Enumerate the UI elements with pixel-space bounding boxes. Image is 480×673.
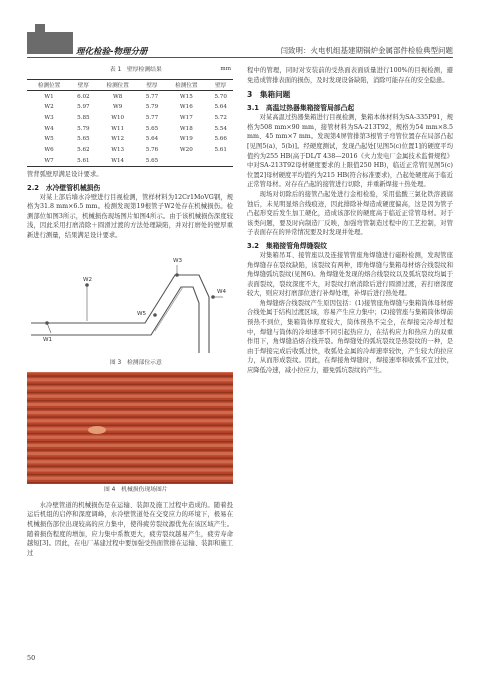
- table-cell: 5.79: [145, 104, 159, 111]
- figure-4-photo: [27, 372, 233, 484]
- page-header: [0, 0, 480, 56]
- table-cell: W14: [111, 157, 125, 164]
- table-cell: W17: [179, 115, 193, 121]
- tube-highlight: [27, 403, 233, 406]
- paragraph: 水冷壁管道的机械损伤是在运输、装卸及施工过程中造成的。随着投运后机组的启停和深度调峰，水冷壁管道处在交变应力的环境下，极易在机械损伤部位出现较高的应力集中，使得疲劳裂纹源优先在该区域产生。随着损伤程度的增加，应力集中系数更大，疲劳裂纹越易产生，疲劳寿命越短[3]。因此，在电厂基建过程中要加强受热面管排在运输、装卸和施工过: [27, 501, 233, 557]
- tube-highlight: [27, 395, 233, 398]
- tube-gap: [27, 400, 233, 401]
- section-heading-3-1: 3.1 高温过热器集箱接管局部凸起: [247, 104, 355, 113]
- label-w2: W2: [83, 276, 93, 283]
- table-cell: 5.65: [145, 125, 159, 132]
- table-cell: 5.72: [214, 115, 227, 121]
- table-cell: [164, 155, 208, 166]
- tube-gap: [27, 458, 233, 459]
- tube-gap: [27, 408, 233, 409]
- tube-highlight: [27, 419, 233, 422]
- paragraph: 对集箱吊耳、接管座以及连接管管座角焊缝进行磁粉检测，发现管座角焊缝存在裂纹缺陷，该裂纹有两种，即角焊缝与集箱母材熔合线裂纹和角焊缝弧坑裂纹(见图6)。角焊缝处发现的熔合线裂纹以及弧坑裂纹均属于表面裂纹，裂纹深度不大，对裂纹打磨消除后进行圆滑过渡，若打磨深度较大，则应对打磨部位进行补焊处理，补焊后进行热处理。: [247, 251, 453, 298]
- tube-highlight: [27, 469, 233, 472]
- damage-mark: [88, 426, 106, 434]
- tube-highlight: [27, 428, 233, 431]
- journal-logo: [27, 32, 73, 54]
- journal-name: 理化检验-物理分册: [76, 47, 148, 57]
- table-cell: 5.77: [145, 93, 159, 100]
- tube-gap: [27, 441, 233, 442]
- tube-bend-line: [155, 287, 183, 331]
- table-header: 壁厚: [77, 82, 89, 89]
- table-row: [27, 134, 233, 145]
- table-cell: 5.54: [214, 125, 227, 132]
- paragraph: 对某上部后墙水冷壁进行目视检测，管样材料为12Cr1MoVG钢，规格为31.8 mm×6.5 mm。检测发现第19根管子W2处存在机械损伤。检测部位如图3所示，机械损伤现场图片如图4所示。由于该机械损伤深度较浅，因此采用打磨消除＋圆滑过渡的方法处理缺陷，并对打磨处的壁厚重新进行测量，结果满足设计要求。: [27, 193, 233, 240]
- table-cell: 5.70: [214, 93, 227, 100]
- tube-gap: [27, 433, 233, 434]
- paragraph: 程中的管理，同时对安装前的受热面表面质量进行100%的目视检测，避免造成管排表面的损伤，及时发现设备缺陷，消除可能存在的安全隐患。: [247, 67, 453, 84]
- table-cell: W20: [179, 147, 193, 154]
- table-header: 壁厚: [215, 82, 227, 89]
- table-row: [27, 102, 233, 113]
- table-cell: 5.79: [77, 125, 90, 132]
- table-cell: 5.76: [145, 147, 159, 154]
- table-header: 检测位置: [37, 82, 61, 89]
- figure-3-diagram: [27, 245, 233, 355]
- page-number: 50: [27, 654, 36, 662]
- paragraph: 管背弧壁厚满足设计要求。: [27, 171, 103, 179]
- table-cell: W2: [44, 104, 54, 111]
- table-cell: 6.02: [77, 93, 90, 100]
- label-w1: W1: [43, 336, 53, 343]
- tube-highlight: [27, 387, 233, 390]
- tube-gap: [27, 482, 233, 483]
- table-cell: 5.61: [214, 147, 227, 154]
- table-cell: W10: [111, 115, 125, 121]
- table-cell: 5.65: [145, 157, 159, 164]
- table-cell: W1: [44, 93, 54, 100]
- table-cell: W5: [44, 136, 54, 143]
- table-cell: W11: [111, 125, 125, 132]
- table-cell: 5.62: [77, 147, 90, 154]
- section-heading-2-2: 2.2 水冷壁管机械损伤: [27, 183, 101, 192]
- table-cell: [208, 155, 233, 166]
- table-cell: 5.65: [77, 136, 90, 143]
- tube-gap: [27, 474, 233, 475]
- table-header: 检测位置: [106, 82, 129, 89]
- table-cell: 5.97: [77, 104, 90, 111]
- tube-highlight: [27, 378, 233, 381]
- tube-gap: [27, 417, 233, 418]
- left-column: [27, 66, 233, 558]
- table1-caption: 表 1 壁厚检测结果: [109, 67, 162, 73]
- tube-highlight: [27, 460, 233, 463]
- header-rule: [27, 57, 453, 58]
- table-cell: W12: [111, 136, 125, 143]
- table-cell: 5.66: [214, 136, 227, 143]
- tube-gap: [27, 449, 233, 450]
- table-cell: W3: [44, 115, 54, 121]
- table1-unit: mm: [220, 66, 231, 72]
- table-cell: 5.64: [145, 136, 159, 143]
- wall-thickness-table: [27, 79, 233, 168]
- right-column: [247, 66, 453, 376]
- table-cell: W13: [111, 147, 125, 154]
- paragraph: 角焊缝熔合线裂纹产生原因包括：(1)接管座角焊缝与集箱筒体母材熔合线处属于结构过渡区域，容易产生应力集中；(2)接管座与集箱筒体焊前预热不到位，集箱筒体厚度较大，筒体预热不完全，在焊接完冷却过程中，焊缝与筒体的冷却速率不同引起热应力，在结构应力和热应力的双重作用下，角焊缝沿熔合线开裂。角焊缝处的弧坑裂纹是热裂纹的一种，是由于焊接完成后收弧过快，收弧处金属的冷却速率较快，产生较大的拉应力，从而形成裂纹。因此，在焊接角焊缝时，焊接速率和收弧不宜过快，应降低冷速，减小拉应力，避免弧坑裂纹的产生。: [247, 299, 453, 375]
- tube-highlight: [27, 452, 233, 455]
- table-cell: 5.61: [77, 157, 90, 164]
- tube-highlight: [27, 372, 233, 373]
- section-heading-3-2: 3.2 集箱接管角焊缝裂纹: [247, 241, 328, 250]
- table-cell: 5.64: [214, 104, 227, 111]
- figure-3-caption: 图 3 检测部位示意: [109, 359, 162, 366]
- table-cell: W16: [179, 104, 193, 111]
- tube-gap: [27, 392, 233, 393]
- table-cell: W18: [179, 125, 193, 132]
- table-row: [27, 145, 233, 156]
- table-header: 检测位置: [175, 82, 198, 89]
- table-row: [27, 113, 233, 124]
- tube-highlight: [27, 436, 233, 439]
- tube-highlight: [27, 444, 233, 447]
- label-w3: W3: [173, 257, 183, 264]
- tube-inner-outline: [31, 287, 199, 353]
- tube-gap: [27, 384, 233, 385]
- tube-photo-illustration: [27, 372, 233, 484]
- table-cell: W9: [113, 104, 123, 111]
- tube-gap: [27, 466, 233, 467]
- point-w5: [153, 313, 157, 317]
- running-title: 闫致明：火电机组基建期锅炉金属部件检验典型问题: [280, 46, 453, 55]
- table-cell: W7: [44, 157, 54, 164]
- table-row: [27, 91, 233, 102]
- figure-4-caption: 图 4 机械损伤现场图片: [104, 487, 168, 494]
- table-cell: W6: [44, 147, 54, 154]
- tube-highlight: [27, 411, 233, 414]
- table-row: [27, 155, 233, 166]
- table-cell: 5.85: [77, 115, 90, 121]
- table1-caption-row: [27, 66, 233, 76]
- tube-highlight: [27, 477, 233, 480]
- section-heading-3: 3 集箱问题: [247, 90, 291, 100]
- paragraph: 对某高温过热器集箱进行目视检测，集箱本体材料为SA-335P91，规格为508 mm×90 mm，接管材料为SA-213T92，规格为54 mm×8.5 mm、45 mm×7 mm。发现第4屏管排第3根管子弯管位置存在局部凸起[见图5(a)，5(b)]。经硬度测试，发现凸起处[见图5(c)位置1]的硬度平均值约为255 HB(高于DL/T 438—2016《火力发电厂金属技术监督规程》中对SA-213T92母材硬度要求的上限值250 HB)，临近正常管[见图5(c)位置2]母材硬度平均值约为215 HB(符合标准要求)，凸起处硬度高于临近正常管母材。对存在凸起的接管进行切除，并重新焊接＋热处理。: [247, 114, 453, 189]
- table-cell: W19: [179, 136, 193, 143]
- table-cell: 5.77: [145, 115, 159, 121]
- label-w4: W4: [217, 288, 227, 295]
- label-w5: W5: [137, 310, 147, 317]
- table-cell: W4: [44, 125, 54, 132]
- tube-gap: [27, 425, 233, 426]
- table-cell: W8: [113, 93, 123, 100]
- tube-gap: [27, 376, 233, 377]
- table-row: [27, 123, 233, 134]
- table-cell: W15: [179, 93, 193, 100]
- table-header: 壁厚: [146, 82, 158, 89]
- paragraph: 现场对切除后的接管凸起处进行金相检验，采用盐酸三氯化铁溶液腐蚀后，未见明显熔合线痕迹，因此排除补焊造成硬度偏高，这是因为管子凸起形变后发生加工硬化，造成该部位的硬度高于临近正常管母材。对于该类问题，要及时向制造厂反映，加强弯管制造过程中的工艺控制，对管子表面存在的异常情况要及时发现并处理。: [247, 190, 453, 237]
